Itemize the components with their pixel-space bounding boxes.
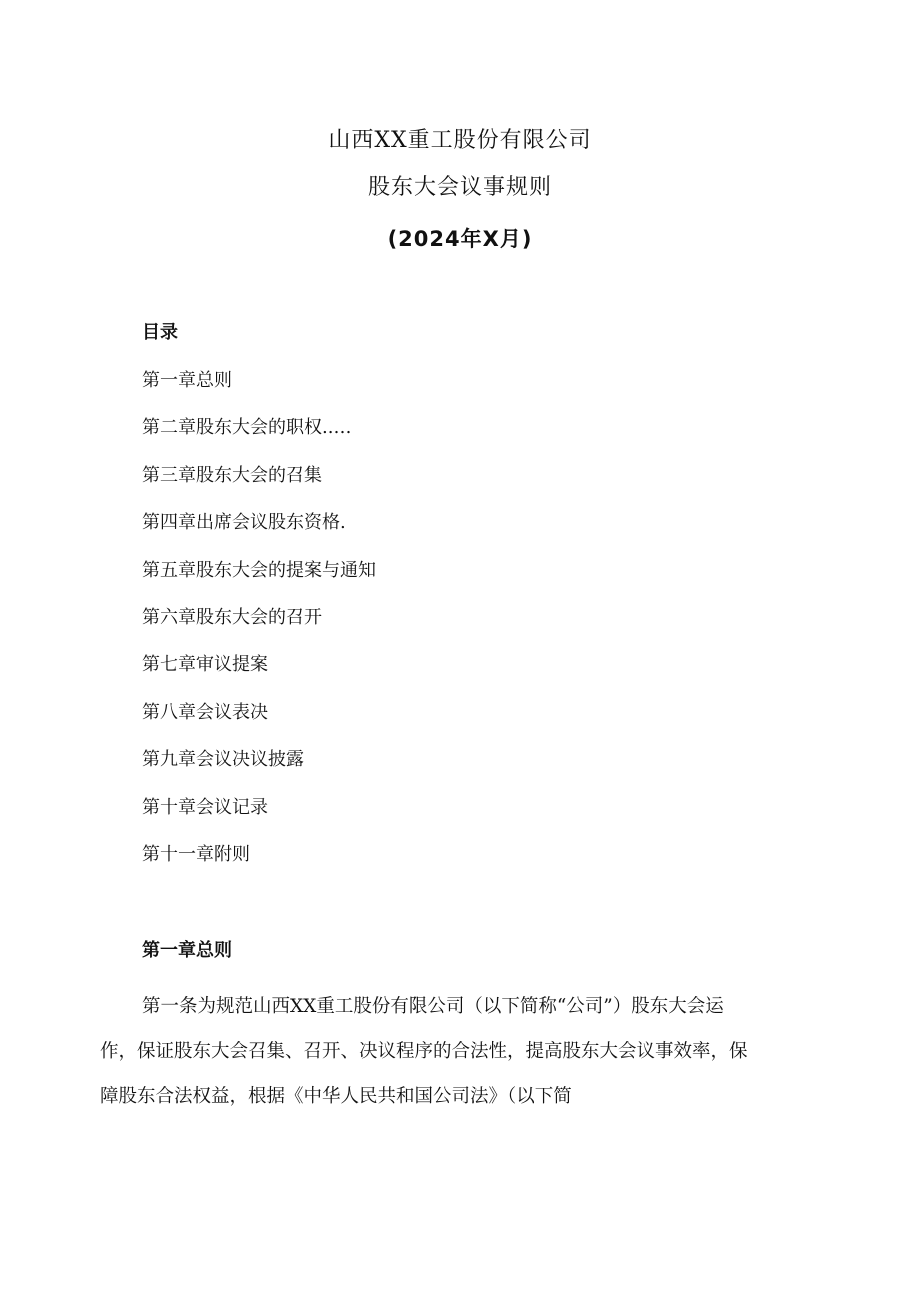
toc-item-chapter-9[interactable]: 第九章会议决议披露 xyxy=(142,749,304,771)
document-title-company: 山西XX重工股份有限公司 xyxy=(328,128,592,153)
article-1-line-2: 作，保证股东大会召集、召开、决议程序的合法性，提高股东大会议事效率，保 xyxy=(100,1041,748,1062)
toc-item-chapter-2[interactable]: 第二章股东大会的职权..… xyxy=(142,417,352,439)
toc-item-chapter-4[interactable]: 第四章出席会议股东资格. xyxy=(142,512,346,534)
article-1-paragraph xyxy=(100,984,802,1119)
toc-item-chapter-11[interactable]: 第十一章附则 xyxy=(142,843,250,865)
toc-heading: 目录 xyxy=(142,322,178,343)
toc-item-chapter-8[interactable]: 第八章会议表决 xyxy=(142,701,268,723)
toc-item-chapter-10[interactable]: 第十章会议记录 xyxy=(142,796,268,818)
chapter-1-heading: 第一章总则 xyxy=(142,940,232,961)
document-title-date: (2024年X月) xyxy=(387,227,533,251)
toc-item-chapter-5[interactable]: 第五章股东大会的提案与通知 xyxy=(142,559,376,581)
document-title-rules: 股东大会议事规则 xyxy=(367,175,552,200)
toc-item-chapter-7[interactable]: 第七章审议提案 xyxy=(142,654,268,676)
article-1-line-1: 第一条为规范山西XX重工股份有限公司（以下简称“公司”）股东大会运 xyxy=(142,996,724,1017)
toc-item-chapter-3[interactable]: 第三章股东大会的召集 xyxy=(142,464,322,486)
toc-list xyxy=(142,368,376,889)
toc-item-chapter-1[interactable]: 第一章总则 xyxy=(142,370,232,391)
toc-item-chapter-6[interactable]: 第六章股东大会的召开 xyxy=(142,606,322,628)
article-1-line-3: 障股东合法权益，根据《中华人民共和国公司法》（以下简 xyxy=(100,1086,572,1107)
